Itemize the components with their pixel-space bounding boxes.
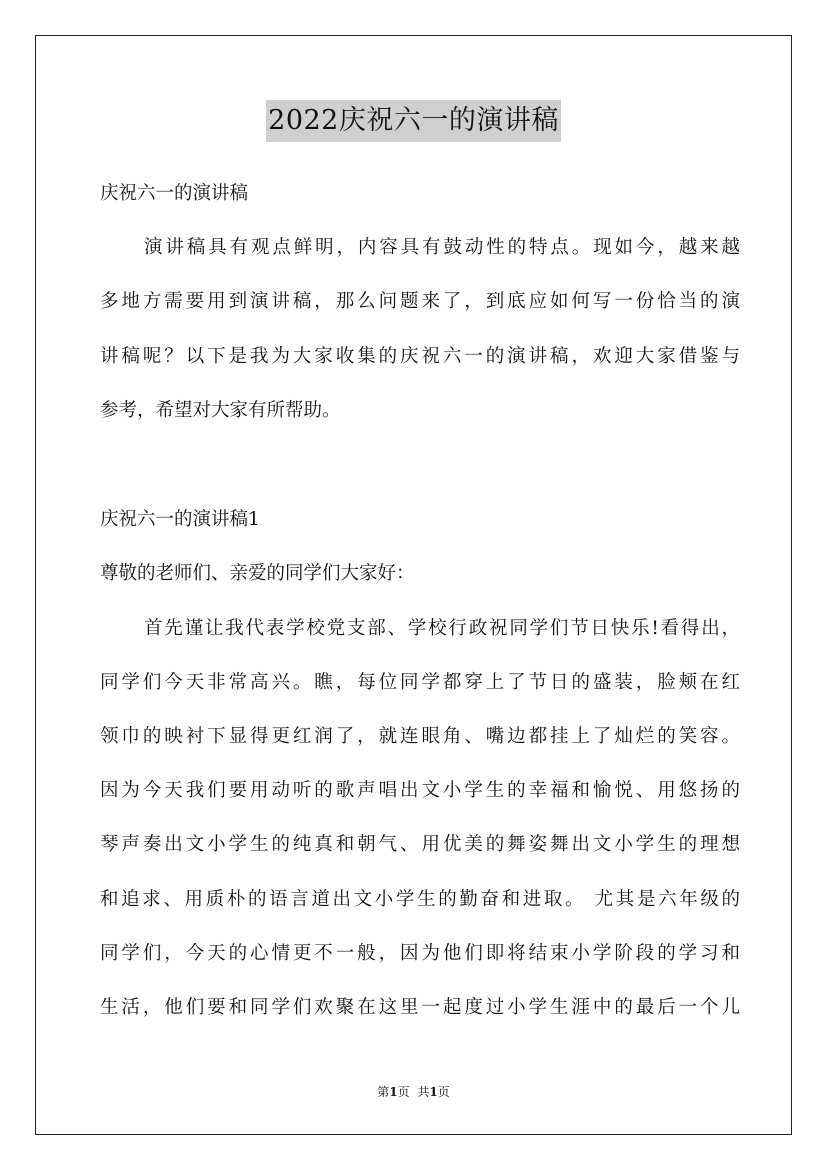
- body-line: 领巾的映衬下显得更红润了，就连眼角、嘴边都挂上了灿烂的笑容。: [100, 726, 740, 747]
- page-footer: [0, 1084, 827, 1100]
- document-title: 2022庆祝六一的演讲稿: [266, 100, 561, 142]
- body-line: 生活，他们要和同学们欢聚在这里一起度过小学生涯中的最后一个儿: [100, 997, 740, 1018]
- intro-line: 多地方需要用到演讲稿，那么问题来了，到底应如何写一份恰当的演: [100, 291, 740, 312]
- greeting: 尊敬的老师们、亲爱的同学们大家好：: [100, 563, 415, 584]
- intro-line: 讲稿呢？以下是我为大家收集的庆祝六一的演讲稿，欢迎大家借鉴与: [100, 346, 740, 367]
- page-suffix: 页: [397, 1085, 410, 1099]
- page-number: 1: [389, 1085, 398, 1099]
- body-line: 和追求、用质朴的语言道出文小学生的勤奋和进取。 尤其是六年级的: [100, 889, 740, 910]
- body-line: 首先谨让我代表学校党支部、学校行政祝同学们节日快乐!看得出，: [144, 618, 740, 639]
- total-pages: 1: [429, 1085, 438, 1099]
- body-line: 因为今天我们要用动听的歌声唱出文小学生的幸福和愉悦、用悠扬的: [100, 780, 740, 801]
- body-line: 琴声奏出文小学生的纯真和朝气、用优美的舞姿舞出文小学生的理想: [100, 834, 740, 855]
- subtitle: 庆祝六一的演讲稿: [100, 183, 249, 204]
- total-prefix: 共: [417, 1085, 430, 1099]
- title-container: [0, 100, 827, 142]
- body-line: 同学们，今天的心情更不一般，因为他们即将结束小学阶段的学习和: [100, 943, 740, 964]
- intro-line: 演讲稿具有观点鲜明，内容具有鼓动性的特点。现如今，越来越: [144, 237, 740, 258]
- section-heading: 庆祝六一的演讲稿1: [100, 509, 260, 530]
- total-suffix: 页: [437, 1085, 450, 1099]
- page-prefix: 第: [377, 1085, 390, 1099]
- intro-line: 参考，希望对大家有所帮助。: [100, 400, 341, 421]
- body-line: 同学们今天非常高兴。瞧，每位同学都穿上了节日的盛装，脸颊在红: [100, 672, 740, 693]
